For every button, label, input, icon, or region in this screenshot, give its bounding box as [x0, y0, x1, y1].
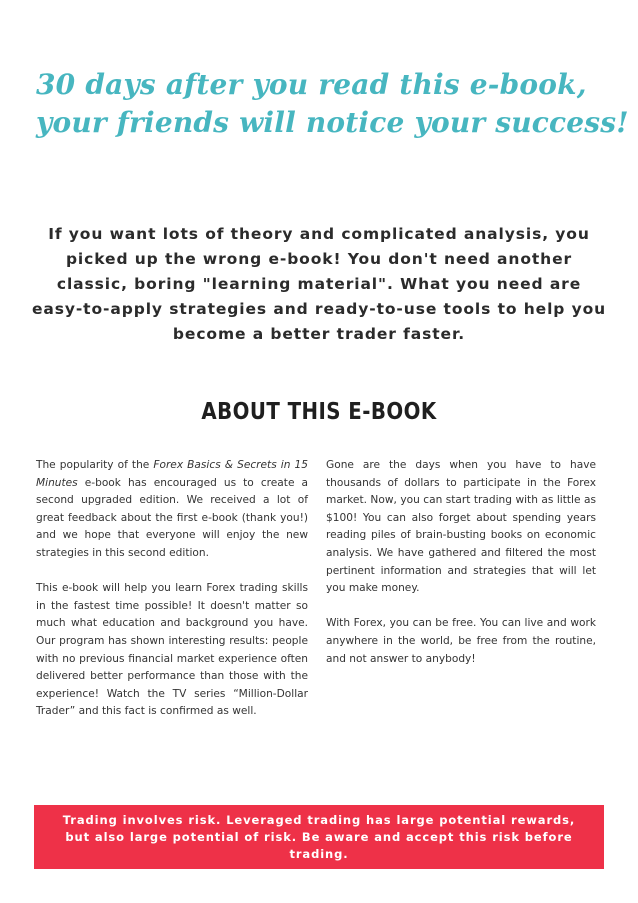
- left-paragraph-2: This e-book will help you learn Forex trading skills in the fastest time possible! It doesn't matter so much what education and background you have. Our program has shown interesting results: people with no previous financial market experience often delivered better performance than those with the experience! Watch the TV series “Million-Dollar Trader” and this fact is confirmed as well.: [36, 582, 308, 718]
- intro-paragraph: If you want lots of theory and complicated analysis, you picked up the wrong e-book! You don't need another classic, boring "learning material". What you need are easy-to-apply strategies and ready-to-use tools to help you become a better trader faster.: [31, 225, 607, 343]
- left-paragraph-1: [36, 457, 308, 563]
- section-title: ABOUT THIS E-BOOK: [201, 399, 437, 425]
- left-column: [36, 457, 308, 739]
- ebook-title: Forex Basics & Secrets in 15 Minutes: [36, 459, 308, 489]
- headline-line-2: your friends will notice your success!: [36, 106, 629, 139]
- left-p1-after: e-book has encouraged us to create a second upgraded edition. We received a lot of great feedback about the first e-book (thank you!) and we hope that everyone will enjoy the new strategies in this second edition.: [36, 476, 308, 559]
- headline-line-1: 30 days after you read this e-book,: [36, 68, 587, 101]
- right-paragraph-1: Gone are the days when you have to have thousands of dollars to participate in the Forex market. Now, you can start trading with as little as $100! You can also forget about spending years reading piles of brain-busting books on economic analysis. We have gathered and filtered the most pertinent information and strategies that will let you make money.: [326, 459, 596, 595]
- headline: [36, 66, 629, 142]
- right-paragraph-2: With Forex, you can be free. You can live and work anywhere in the world, be free from the routine, and not answer to anybody!: [326, 617, 596, 665]
- risk-warning-banner: [34, 805, 604, 869]
- right-column: [326, 457, 596, 686]
- left-p1-before: The popularity of the: [36, 459, 154, 471]
- risk-warning-text: Trading involves risk. Leveraged trading has large potential rewards, but also large potential of risk. Be aware and accept this risk before trading.: [62, 812, 576, 861]
